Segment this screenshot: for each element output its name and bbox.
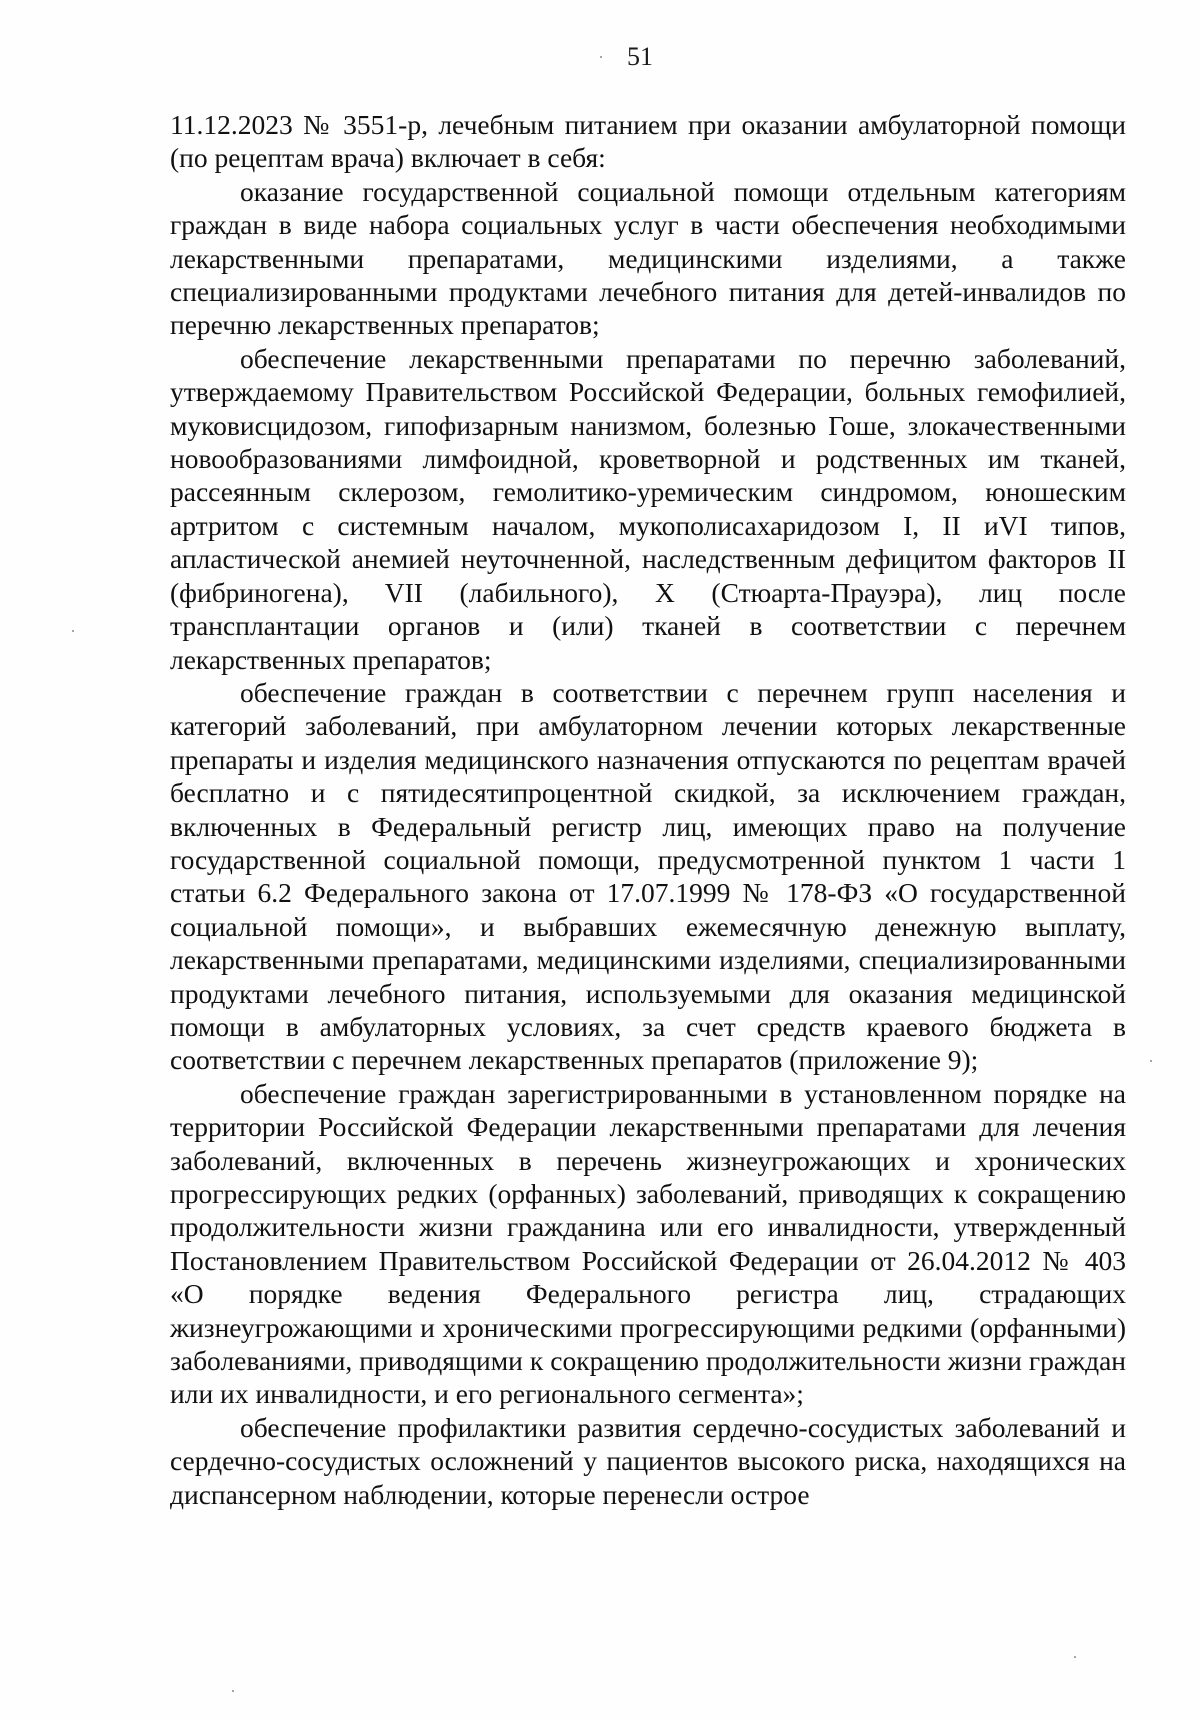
page-number: 51 xyxy=(627,42,653,71)
document-body xyxy=(170,108,1126,1511)
paragraph-orphan-diseases: обеспечение граждан зарегистрированными в установленном порядке на территории Российской Федерации лекарственными препаратами для лечения заболеваний, включенных в перечень жизнеугрожающих и хронических прогрессирующих редких (орфанных) заболеваний, приводящих к сокращению продолжительности жизни гражданина или его инвалидности, утвержденный Постановлением Правительством Российской Федерации от 26.04.2012 № 403 «О порядке ведения Федерального регистра лиц, страдающих жизнеугрожающими и хроническими прогрессирующими редкими (орфанными) заболеваниями, приводящими к сокращению продолжительности жизни граждан или их инвалидности, и его регионального сегмента»; xyxy=(170,1077,1126,1410)
paragraph-continuation: 11.12.2023 № 3551-р, лечебным питанием при оказании амбулаторной помощи (по рецептам врача) включает в себя: xyxy=(170,109,1126,174)
paragraph-rare-diseases-list: обеспечение лекарственными препаратами по перечню заболеваний, утверждаемому Правительством Российской Федерации, больных гемофилией, муковисцидозом, гипофизарным нанизмом, болезнью Гоше, злокачественными новообразованиями лимфоидной, кроветворной и родственных им тканей, рассеянным склерозом, гемолитико-уремическим синдромом, юношеским артритом с системным началом, мукополисахаридозом I, II иVI типов, апластической анемией неуточненной, наследственным дефицитом факторов II (фибриногена), VII (лабильного), X (Стюарта-Прауэра), лиц после трансплантации органов и (или) тканей в соответствии с перечнем лекарственных препаратов; xyxy=(170,342,1126,675)
scan-speck xyxy=(1074,1656,1076,1658)
paragraph-regional-budget: обеспечение граждан в соответствии с перечнем групп населения и категорий заболеваний, при амбулаторном лечении которых лекарственные препараты и изделия медицинского назначения отпускаются по рецептам врачей бесплатно и с пятидесятипроцентной скидкой, за исключением граждан, включенных в Федеральный регистр лиц, имеющих право на получение государственной социальной помощи, предусмотренной пунктом 1 части 1 статьи 6.2 Федерального закона от 17.07.1999 № 178-ФЗ «О государственной социальной помощи», и выбравших ежемесячную денежную выплату, лекарственными препаратами, медицинскими изделиями, специализированными продуктами лечебного питания, используемыми для оказания медицинской помощи в амбулаторных условиях, за счет средств краевого бюджета в соответствии с перечнем лекарственных препаратов (приложение 9); xyxy=(170,676,1126,1076)
paragraph-cardiovascular: обеспечение профилактики развития сердечно-сосудистых заболеваний и сердечно-сосудистых осложнений у пациентов высокого риска, находящихся на диспансерном наблюдении, которые перенесли острое xyxy=(170,1411,1126,1510)
scan-speck xyxy=(1150,1060,1152,1062)
scan-speck xyxy=(232,1690,234,1692)
scan-speck xyxy=(72,630,74,632)
scan-speck xyxy=(600,56,602,58)
paragraph-social-services: оказание государственной социальной помощи отдельным категориям граждан в виде набора социальных услуг в части обеспечения необходимыми лекарственными препаратами, медицинскими изделиями, а также специализированными продуктами лечебного питания для детей-инвалидов по перечню лекарственных препаратов; xyxy=(170,175,1126,341)
